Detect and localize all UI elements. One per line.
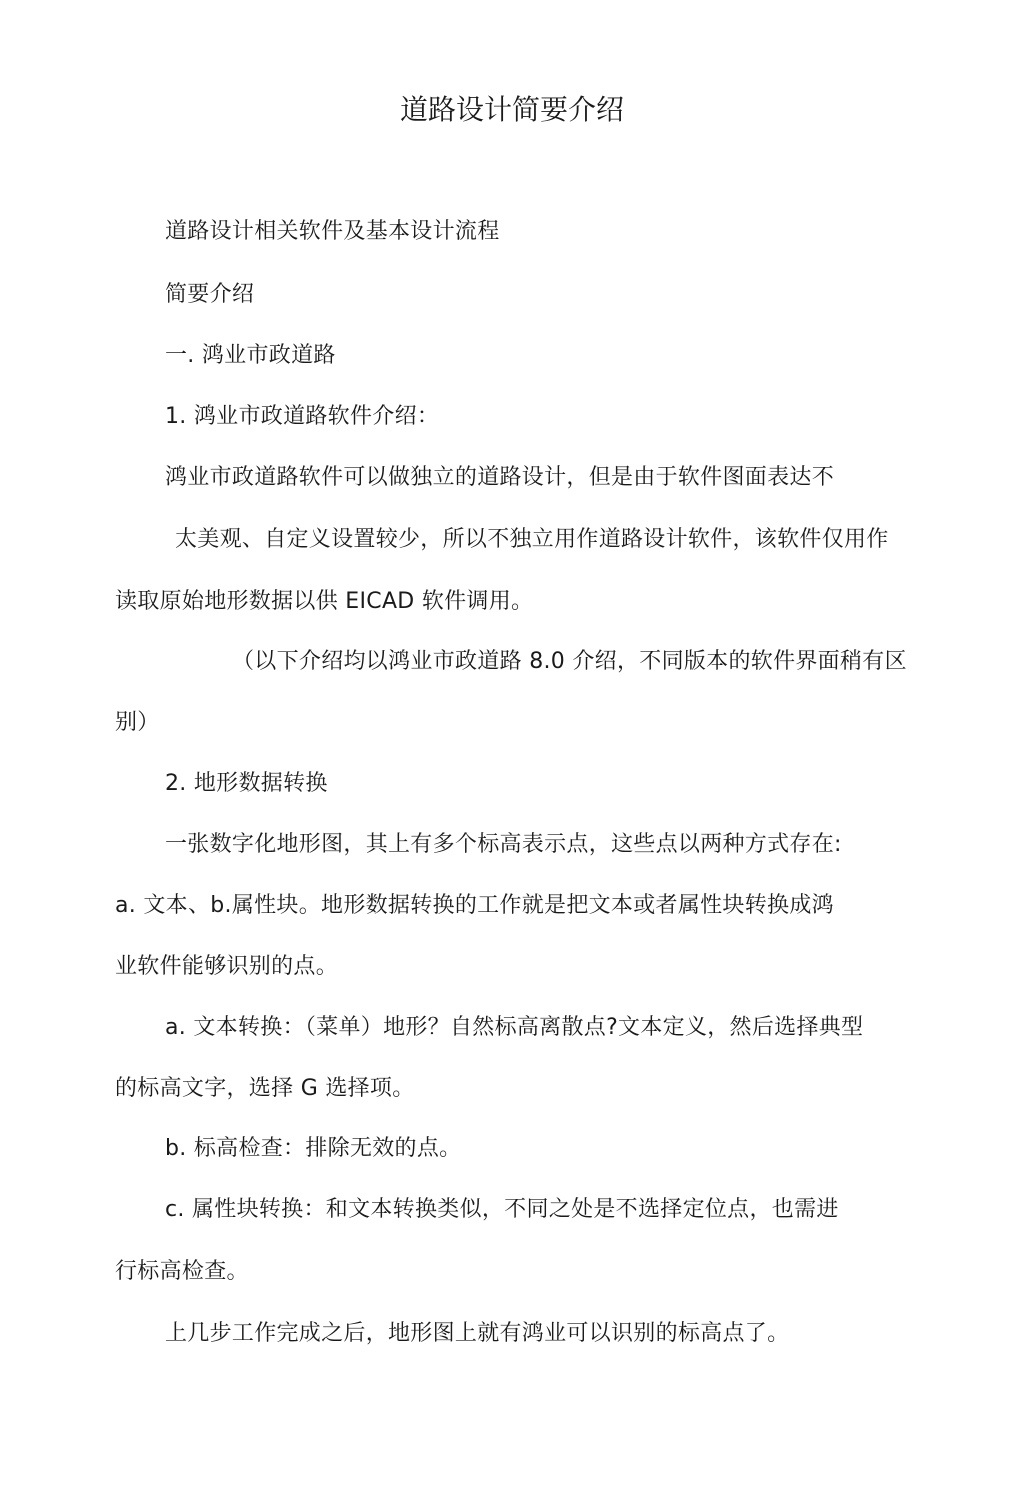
step-line: 行标高检查。 bbox=[115, 1259, 249, 1284]
subsection-heading-1: 1. 鸿业市政道路软件介绍： bbox=[165, 404, 440, 429]
subtitle-line-1: 道路设计相关软件及基本设计流程 bbox=[165, 219, 500, 244]
paragraph-line: 鸿业市政道路软件可以做独立的道路设计，但是由于软件图面表达不 bbox=[165, 465, 835, 490]
subtitle-line-2: 简要介绍 bbox=[165, 282, 255, 307]
section-heading-1: 一. 鸿业市政道路 bbox=[165, 343, 336, 368]
paragraph-line: a. 文本、b.属性块。地形数据转换的工作就是把文本或者属性块转换成鸿 bbox=[115, 893, 834, 918]
step-line: b. 标高检查：排除无效的点。 bbox=[165, 1136, 462, 1161]
paragraph-line: 上几步工作完成之后，地形图上就有鸿业可以识别的标高点了。 bbox=[165, 1321, 790, 1346]
step-line: 的标高文字，选择 G 选择项。 bbox=[115, 1076, 415, 1101]
note-line: 别） bbox=[115, 710, 160, 735]
subsection-heading-2: 2. 地形数据转换 bbox=[165, 771, 328, 796]
paragraph-line: 一张数字化地形图，其上有多个标高表示点，这些点以两种方式存在: bbox=[165, 832, 842, 857]
note-line: （以下介绍均以鸿业市政道路 8.0 介绍，不同版本的软件界面稍有区 bbox=[232, 649, 907, 674]
step-line: c. 属性块转换：和文本转换类似，不同之处是不选择定位点，也需进 bbox=[165, 1197, 839, 1222]
paragraph-line: 读取原始地形数据以供 EICAD 软件调用。 bbox=[115, 589, 534, 614]
step-line: a. 文本转换：（菜单）地形？自然标高离散点?文本定义，然后选择典型 bbox=[165, 1015, 864, 1040]
paragraph-line: 业软件能够识别的点。 bbox=[115, 954, 339, 979]
paragraph-line: 太美观、自定义设置较少，所以不独立用作道路设计软件，该软件仅用作 bbox=[175, 527, 889, 552]
document-title: 道路设计简要介绍 bbox=[399, 93, 624, 126]
